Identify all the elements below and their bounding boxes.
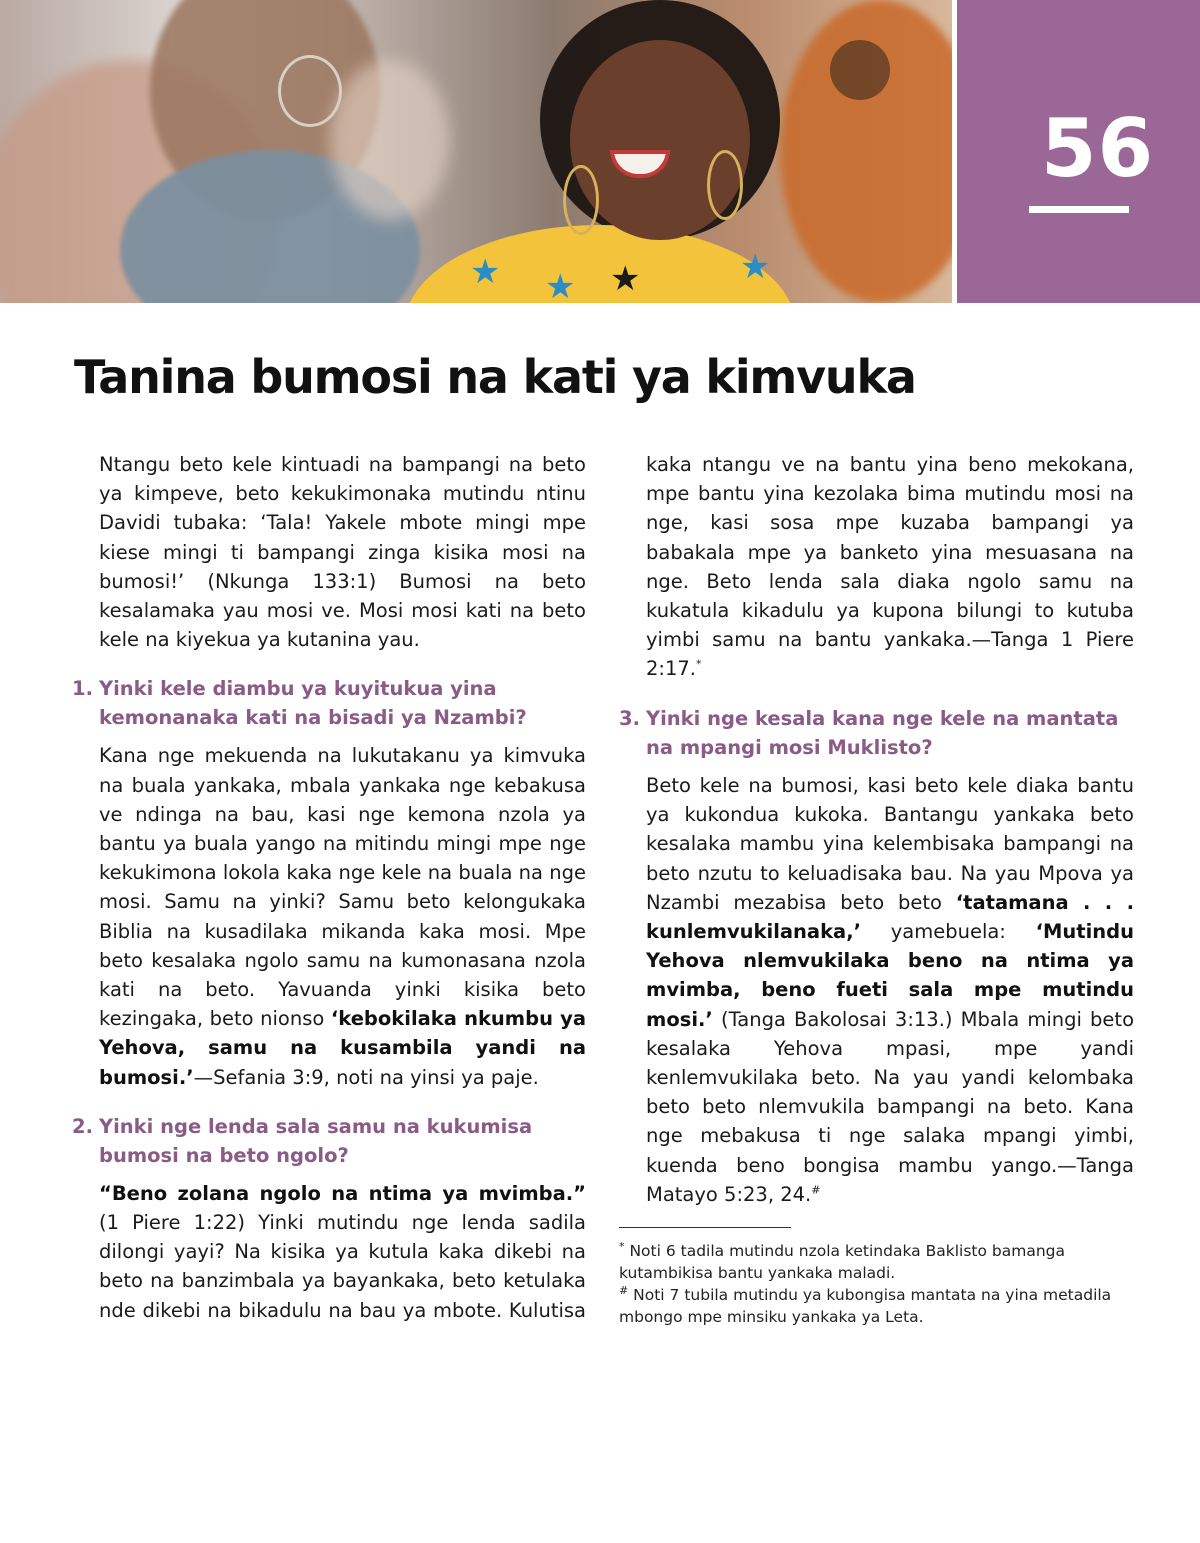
section-body-continued [646, 450, 1134, 684]
right-column [619, 450, 1134, 1328]
question-heading [72, 1112, 586, 1170]
question-number: 3. [619, 707, 640, 730]
star-pattern-icon: ★ [740, 248, 771, 286]
footnote-text: Noti 7 tubila mutindu ya kubongisa mantata na yina metadila mbongo mpe minsiku yankaka ya Leta. [619, 1286, 1112, 1327]
footnote-text: Noti 6 tadila mutindu nzola ketindaka Baklisto bamanga kutambikisa bantu yankaka maladi. [619, 1242, 1065, 1283]
body-text: yamebuela: [861, 920, 1036, 944]
footnote [619, 1284, 1134, 1328]
earring-icon [707, 150, 743, 220]
question-heading [619, 704, 1134, 762]
bold-quote: ‘Mutindu Yehova nlemvukilaka beno na ntima ya mvimba, beno fueti sala mpe mutindu mosi.’ [646, 920, 1134, 1031]
question-text: Yinki kele diambu ya kuyitukua yina kemonanaka kati na bisadi ya Nzambi? [99, 677, 527, 730]
section-body [646, 771, 1134, 1209]
body-text-continued [646, 450, 1134, 684]
footnote-marker[interactable]: * [696, 657, 702, 671]
bold-quote: ‘kebokilaka nkumbu ya Yehova, samu na kusambila yandi na bumosi.’ [99, 1007, 586, 1089]
body-text: kaka ntangu ve na bantu yina beno mekokana, mpe bantu yina kezolaka bima mutindu mosi na nge, kasi sosa mpe kuzaba bampangi ya babakala mpe ya banketo yina mesuasana na nge. Beto lenda sala diaka ngolo samu na kukatula kikadulu ya kupona bilungi to kutuba yimbi samu na bantu yankaka.—Tanga 1 Piere 2:17. [646, 453, 1134, 681]
star-pattern-icon: ★ [610, 260, 641, 298]
question-number: 2. [72, 1114, 93, 1138]
left-column [72, 450, 586, 1326]
question-number: 1. [72, 677, 93, 701]
header-photo [0, 0, 952, 303]
footnote-divider [619, 1227, 791, 1228]
footnote-mark: * [619, 1239, 625, 1253]
footnote [619, 1240, 1134, 1284]
bold-quote: “Beno zolana ngolo na ntima ya mvimba.” [99, 1181, 586, 1205]
question-text: Yinki nge kesala kana nge kele na mantata na mpangi mosi Muklisto? [646, 707, 1119, 759]
star-pattern-icon: ★ [545, 268, 576, 303]
body-text: (Tanga Bakolosai 3:13.) Mbala mingi beto kesalaka Yehova mpasi, mpe yandi kenlemvukilaka beto. Na yau yandi kelombaka beto beto nlemvukila bampangi na beto. Kana nge mebakusa ti nge salaka mpangi yimbi, kuenda beno bongisa mambu yango.—Tanga Matayo 5:23, 24. [646, 1007, 1134, 1206]
footnote-marker[interactable]: # [811, 1183, 821, 1197]
star-pattern-icon: ★ [470, 253, 501, 291]
section-body [99, 1179, 586, 1326]
body-text: (1 Piere 1:22) Yinki mutindu nge lenda sadila dilongi yayi? Na kisika ya kutula kaka dikebi na beto na banzimbala ya bayankaka, beto ketulaka nde dikebi na bikadulu na bau ya mbote. Kulutisa [99, 1211, 586, 1322]
photo-blur-shape [830, 40, 890, 100]
section-body [99, 741, 586, 1091]
page-title: Tanina bumosi na kati ya kimvuka [74, 350, 916, 404]
question-text: Yinki nge lenda sala samu na kukumisa bumosi na beto ngolo? [99, 1114, 533, 1167]
question-heading [72, 674, 586, 732]
footnote-mark: # [619, 1283, 629, 1297]
lesson-number-box [957, 0, 1200, 303]
body-text: —Sefania 3:9, noti na yinsi ya paje. [193, 1065, 539, 1089]
bold-quote: ‘tatamana . . . kunlemvukilanaka,’ [646, 890, 1134, 944]
earring-icon [278, 55, 342, 127]
lesson-number: 56 [1040, 102, 1155, 195]
photo-dress-shape [405, 225, 795, 303]
body-text: Beto kele na bumosi, kasi beto kele diaka bantu ya kukondua kukoka. Bantangu yankaka beto kesalaka mambu yina kelembisaka bampangi na beto nzutu to keluadisaka bau. Na yau Mpova ya Nzambi mezabisa beto beto [646, 774, 1134, 914]
earring-icon [563, 165, 599, 235]
lesson-number-underline [1029, 206, 1129, 213]
body-text: Kana nge mekuenda na lukutakanu ya kimvuka na buala yankaka, mbala yankaka nge kebakusa ve ndinga na bau, kasi nge kemona nzola ya bantu ya buala yango na mitindu mingi mpe nge kekukimona lokola kaka nge kele na buala na nge mosi. Samu na yinki? Samu beto kelongukaka Biblia na kusadilaka mikanda kaka mosi. Mpe beto kesalaka ngolo samu na kumonasana nzola kati na beto. Yavuanda yinki kisika beto kezingaka, beto nionso [99, 744, 586, 1031]
photo-blur-shape [330, 60, 450, 220]
intro-paragraph: Ntangu beto kele kintuadi na bampangi na beto ya kimpeve, beto kekukimonaka mutindu ntinu Davidi tubaka: ‘Tala! Yakele mbote mingi mpe kiese mingi ti bampangi zinga kisika mosi na bumosi!’ (Nkunga 133:1) Bumosi na beto kesalamaka yau mosi ve. Mosi mosi kati na beto kele na kiyekua ya kutanina yau. [99, 453, 586, 652]
